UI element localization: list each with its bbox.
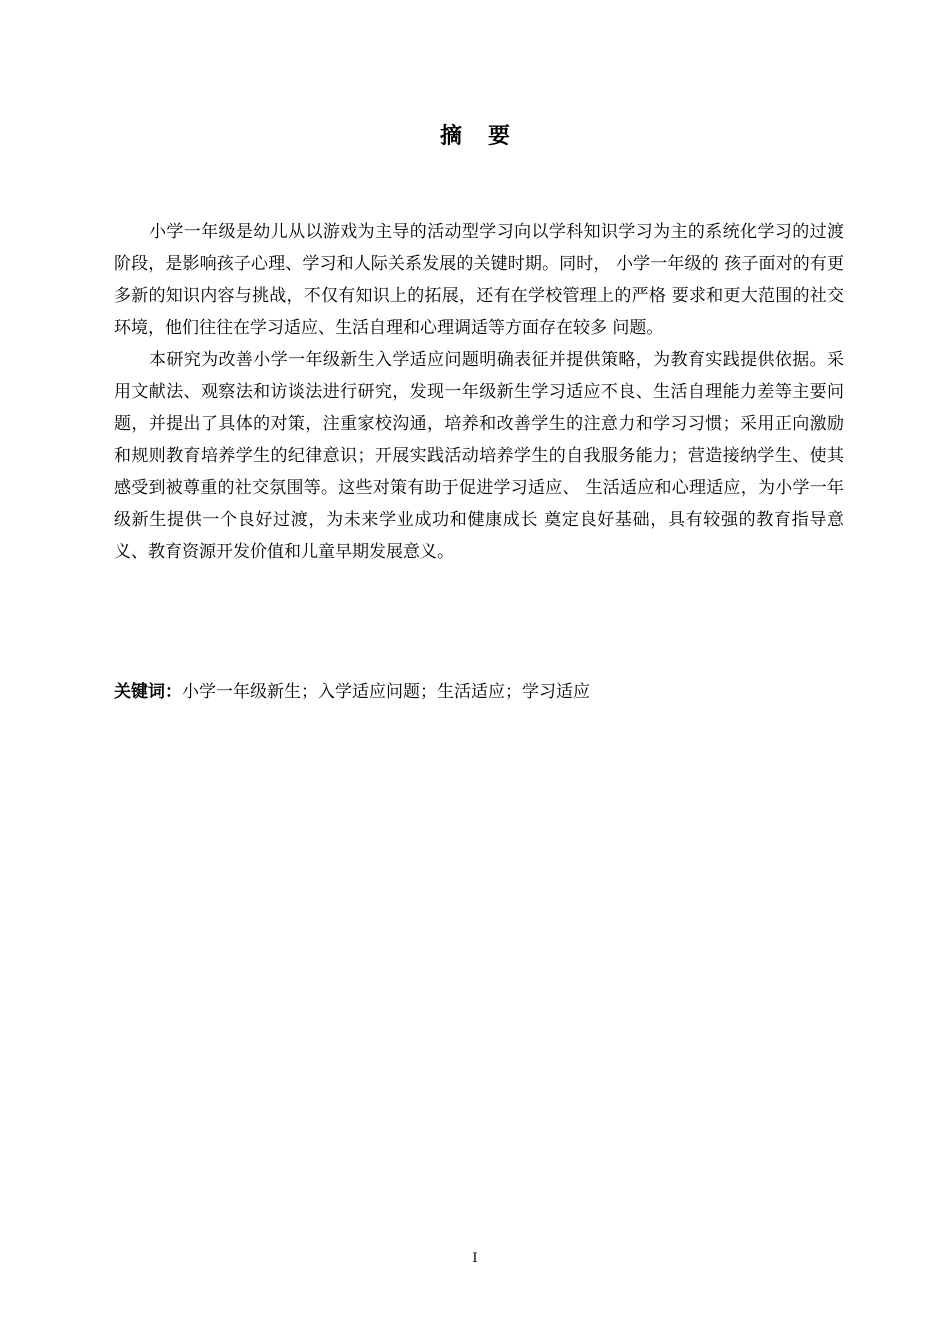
keywords-text: 小学一年级新生；入学适应问题；生活适应；学习适应 [182,682,590,702]
keywords-label: 关键词： [114,682,182,702]
keywords-line [114,676,844,708]
page-number: I [472,1251,478,1266]
abstract-title [0,121,950,153]
abstract-paragraph-1: 小学一年级是幼儿从以游戏为主导的活动型学习向以学科知识学习为主的系统化学习的过渡阶段，是影响孩子心理、学习和人际关系发展的关键时期。同时， 小学一年级的 孩子面对的有更多新的知识内容与挑战，不仅有知识上的拓展，还有在学校管理上的严格 要求和更大范围的社交环境，他们往往在学习适应、生活自理和心理调适等方面存在较多 问题。 [114,222,844,338]
abstract-title-char-1: 摘 [439,124,462,149]
abstract-title-char-2: 要 [488,124,511,149]
abstract-body [114,216,844,568]
abstract-paragraph-2: 本研究为改善小学一年级新生入学适应问题明确表征并提供策略，为教育实践提供依据。采用文献法、观察法和访谈法进行研究，发现一年级新生学习适应不良、生活自理能力差等主要问题，并提出了具体的对策，注重家校沟通，培养和改善学生的注意力和学习习惯；采用正向激励和规则教育培养学生的纪律意识；开展实践活动培养学生的自我服务能力；营造接纳学生、使其感受到被尊重的社交氛围等。这些对策有助于促进学习适应、 生活适应和心理适应，为小学一年级新生提供一个良好过渡，为未来学业成功和健康成长 奠定良好基础，具有较强的教育指导意义、教育资源开发价值和儿童早期发展意义。 [114,350,844,562]
